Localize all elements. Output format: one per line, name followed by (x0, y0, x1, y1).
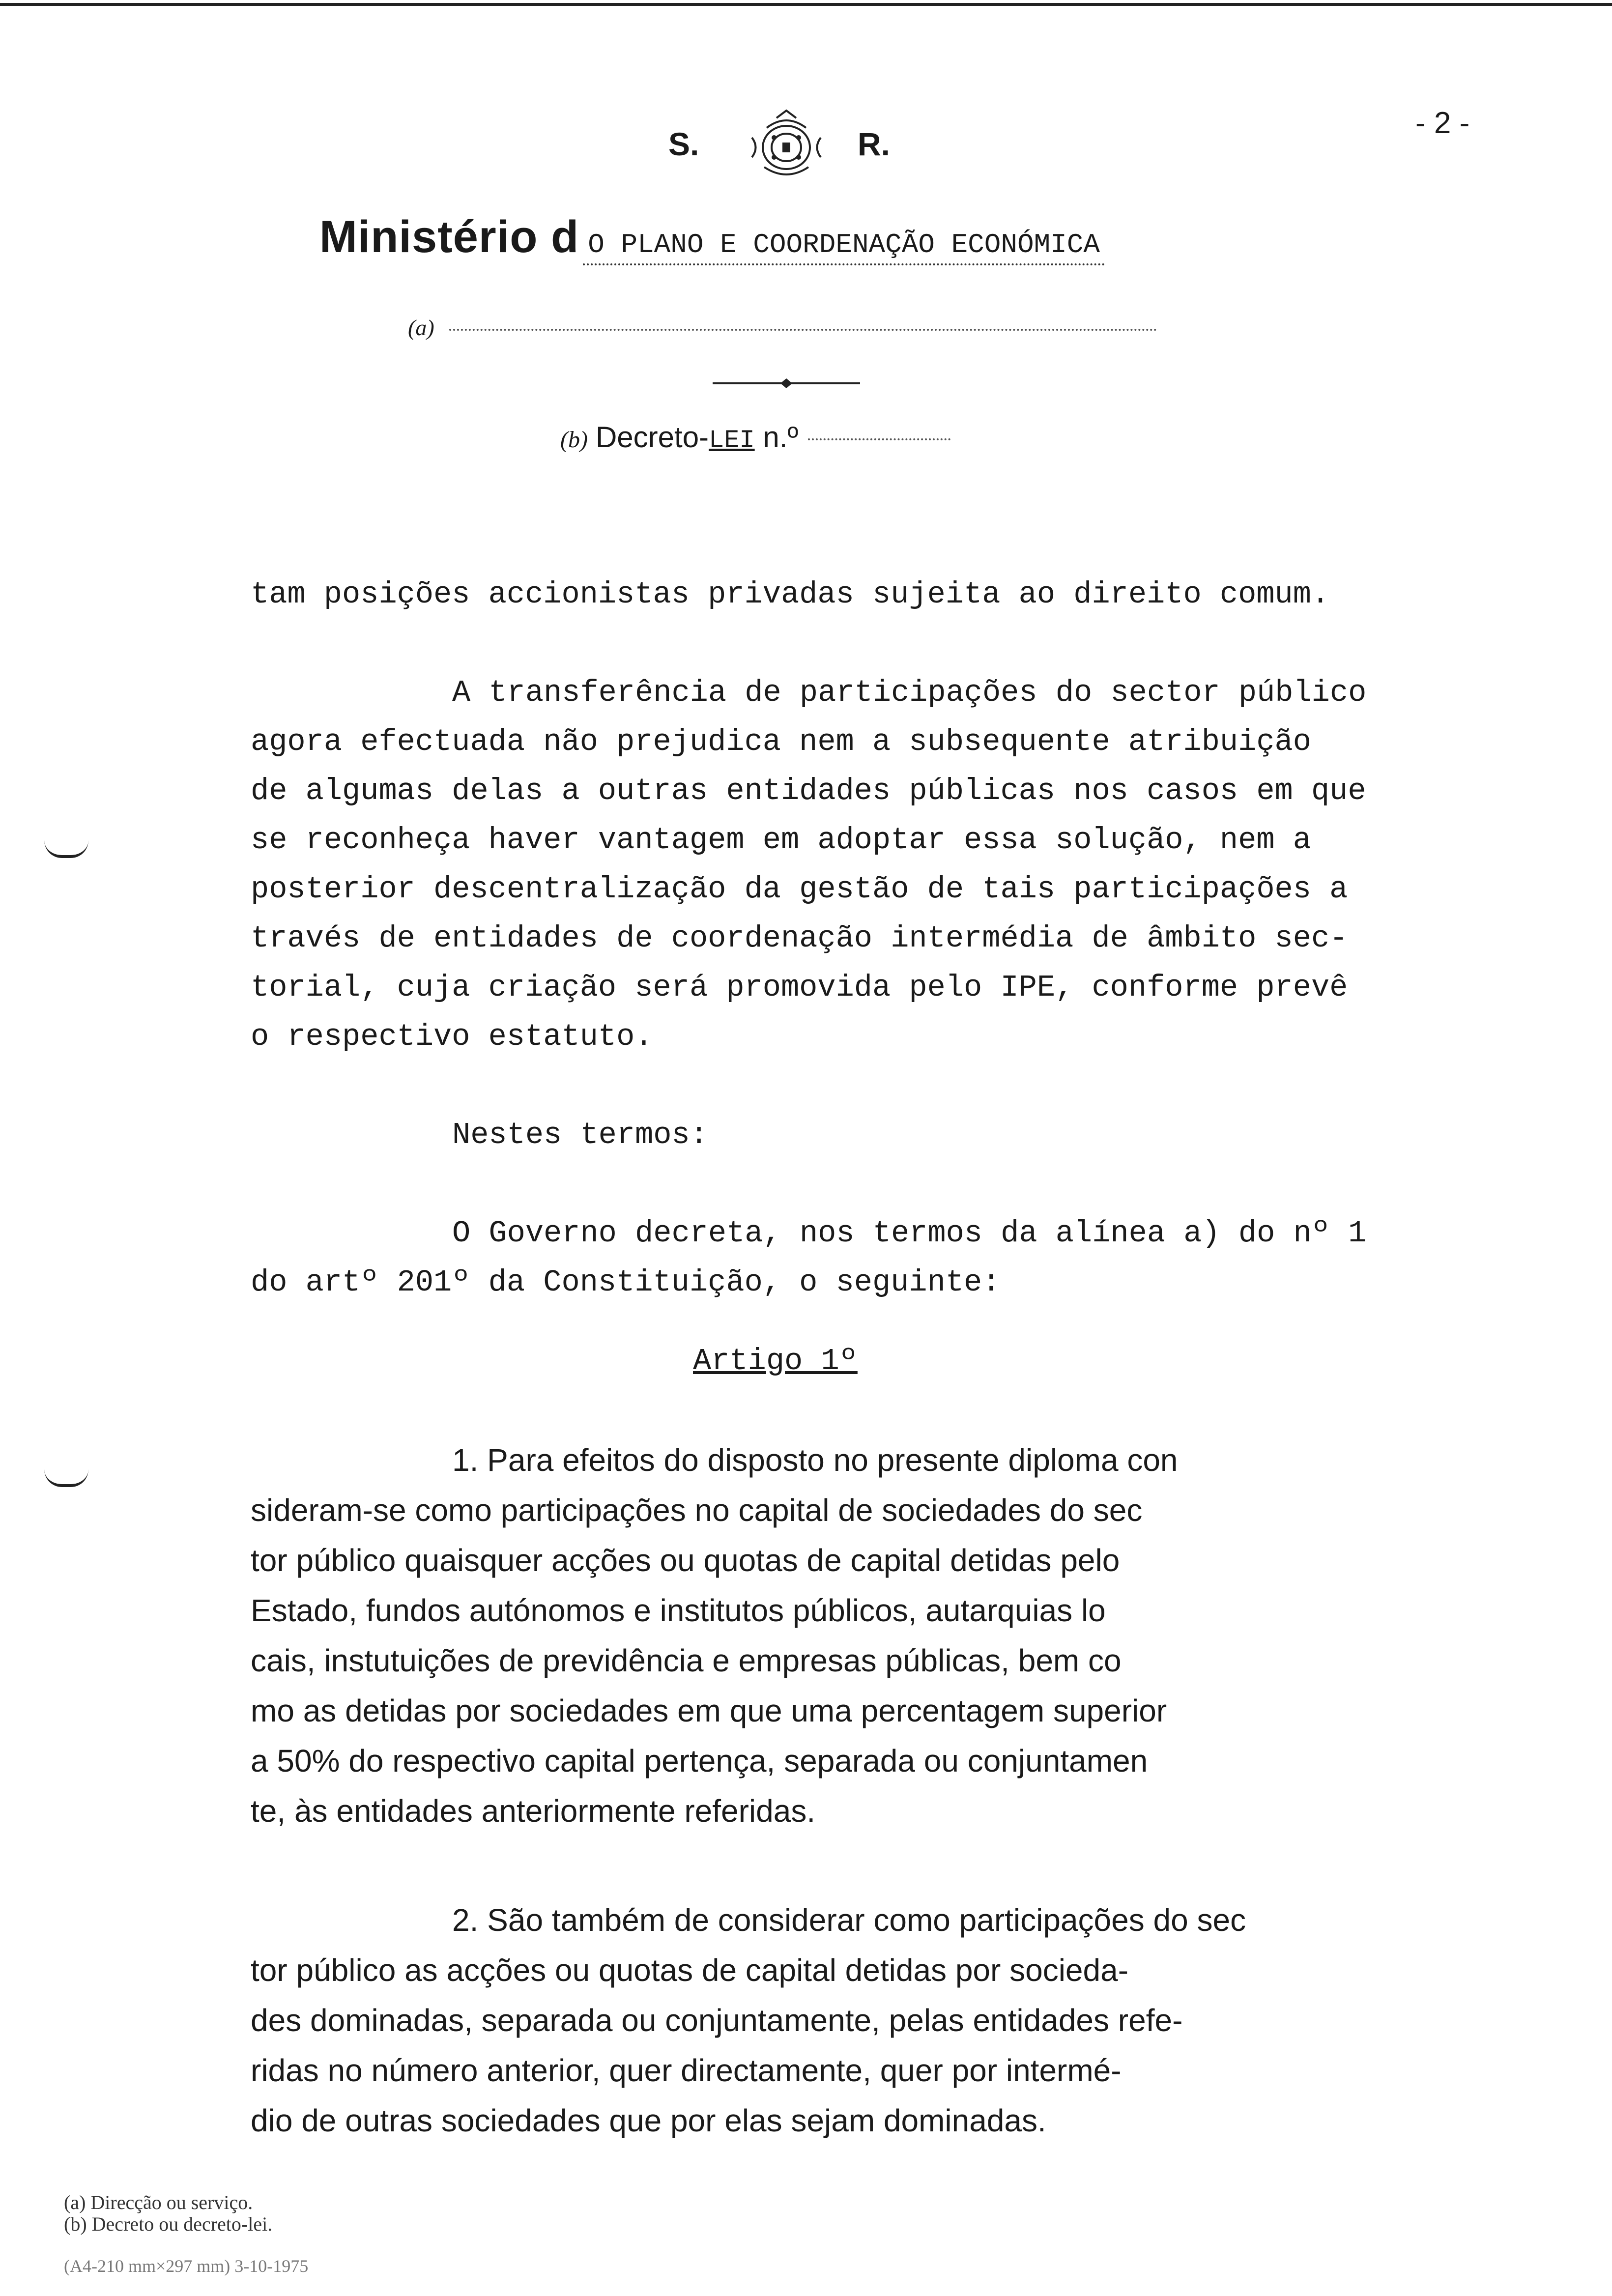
article-heading: Artigo 1º (693, 1344, 858, 1378)
paragraph-line: o respectivo estatuto. (251, 1019, 653, 1054)
margin-mark (44, 840, 88, 858)
paragraph-line: agora efectuada não prejudica nem a subsequente atribuição (251, 724, 1311, 759)
direction-dotted-field (449, 329, 1157, 331)
coat-of-arms-icon (737, 108, 835, 187)
decree-number-label: n.º (763, 421, 799, 454)
paragraph-line: se reconheça haver vantagem em adoptar essa solução, nem a (251, 823, 1311, 858)
footnotes (64, 2192, 272, 2235)
decree-number-field (808, 438, 950, 440)
form-code: (A4-210 mm×297 mm) 3-10-1975 (64, 2256, 309, 2276)
article-item-2 (251, 1895, 1489, 2146)
margin-mark (44, 1469, 88, 1487)
decree-type: LEI (709, 426, 755, 455)
paragraph-line: torial, cuja criação será promovida pelo IPE, conforme prevê (251, 970, 1348, 1005)
document-body (251, 570, 1489, 2146)
footnote-b: (b) Decreto ou decreto-lei. (64, 2213, 273, 2235)
article-line: des dominadas, separada ou conjuntamente, pelas entidades refe- (251, 2003, 1183, 2038)
paragraph-line: posterior descentralização da gestão de tais participações a (251, 872, 1348, 907)
paragraph-continuation: tam posições accionistas privadas sujeita ao direito comum. (251, 577, 1330, 612)
article-line: te, às entidades anteriormente referidas. (251, 1793, 816, 1829)
paragraph-line: de algumas delas a outras entidades públicas nos casos em que (251, 774, 1366, 808)
ministry-label: Ministério d (319, 212, 579, 262)
article-line: tor público as acções ou quotas de capital detidas por socieda- (251, 1952, 1128, 1988)
paragraph-line: O Governo decreta, nos termos da alínea a) do nº 1 (452, 1216, 1367, 1251)
article-line: 2. São também de considerar como participações do sec (452, 1902, 1246, 1938)
paragraph-line: do artº 201º da Constituição, o seguinte: (251, 1265, 1001, 1300)
article-line: Estado, fundos autónomos e institutos públicos, autarquias lo (251, 1593, 1106, 1628)
sr-left: S. (668, 126, 699, 162)
article-line: ridas no número anterior, quer directamente, quer por intermé- (251, 2053, 1122, 2088)
article-line: sideram-se como participações no capital de sociedades do sec (251, 1492, 1143, 1528)
letterhead (0, 103, 1612, 201)
direction-marker: (a) (408, 315, 434, 340)
article-line: tor público quaisquer acções ou quotas de capital detidas pelo (251, 1543, 1120, 1578)
decree-marker: (b) (560, 427, 588, 453)
article-line: cais, instutuições de previdência e empresas públicas, bem co (251, 1643, 1122, 1678)
paragraph-line: A transferência de participações do sector público (452, 675, 1367, 710)
footnote-a: (a) Direcção ou serviço. (64, 2191, 253, 2213)
direction-line (408, 315, 1157, 341)
sr-right: R. (858, 126, 890, 162)
article-line: a 50% do respectivo capital pertença, separada ou conjuntamen (251, 1743, 1148, 1779)
decree-label: Decreto- (595, 421, 709, 454)
article-item-1 (251, 1435, 1489, 1836)
ministry-name: O PLANO E COORDENAÇÃO ECONÓMICA (583, 229, 1105, 265)
ministry-line (319, 211, 1105, 263)
decree-line (560, 420, 950, 455)
article-line: mo as detidas por sociedades em que uma percentagem superior (251, 1693, 1167, 1728)
article-line: 1. Para efeitos do disposto no presente diploma con (452, 1442, 1178, 1478)
paragraph-line: través de entidades de coordenação intermédia de âmbito sec- (251, 921, 1348, 956)
top-rule (0, 3, 1612, 6)
divider-ornament (713, 378, 860, 388)
article-line: dio de outras sociedades que por elas sejam dominadas. (251, 2103, 1046, 2138)
nestes-termos: Nestes termos: (452, 1118, 708, 1152)
page-number: - 2 - (1415, 106, 1470, 140)
